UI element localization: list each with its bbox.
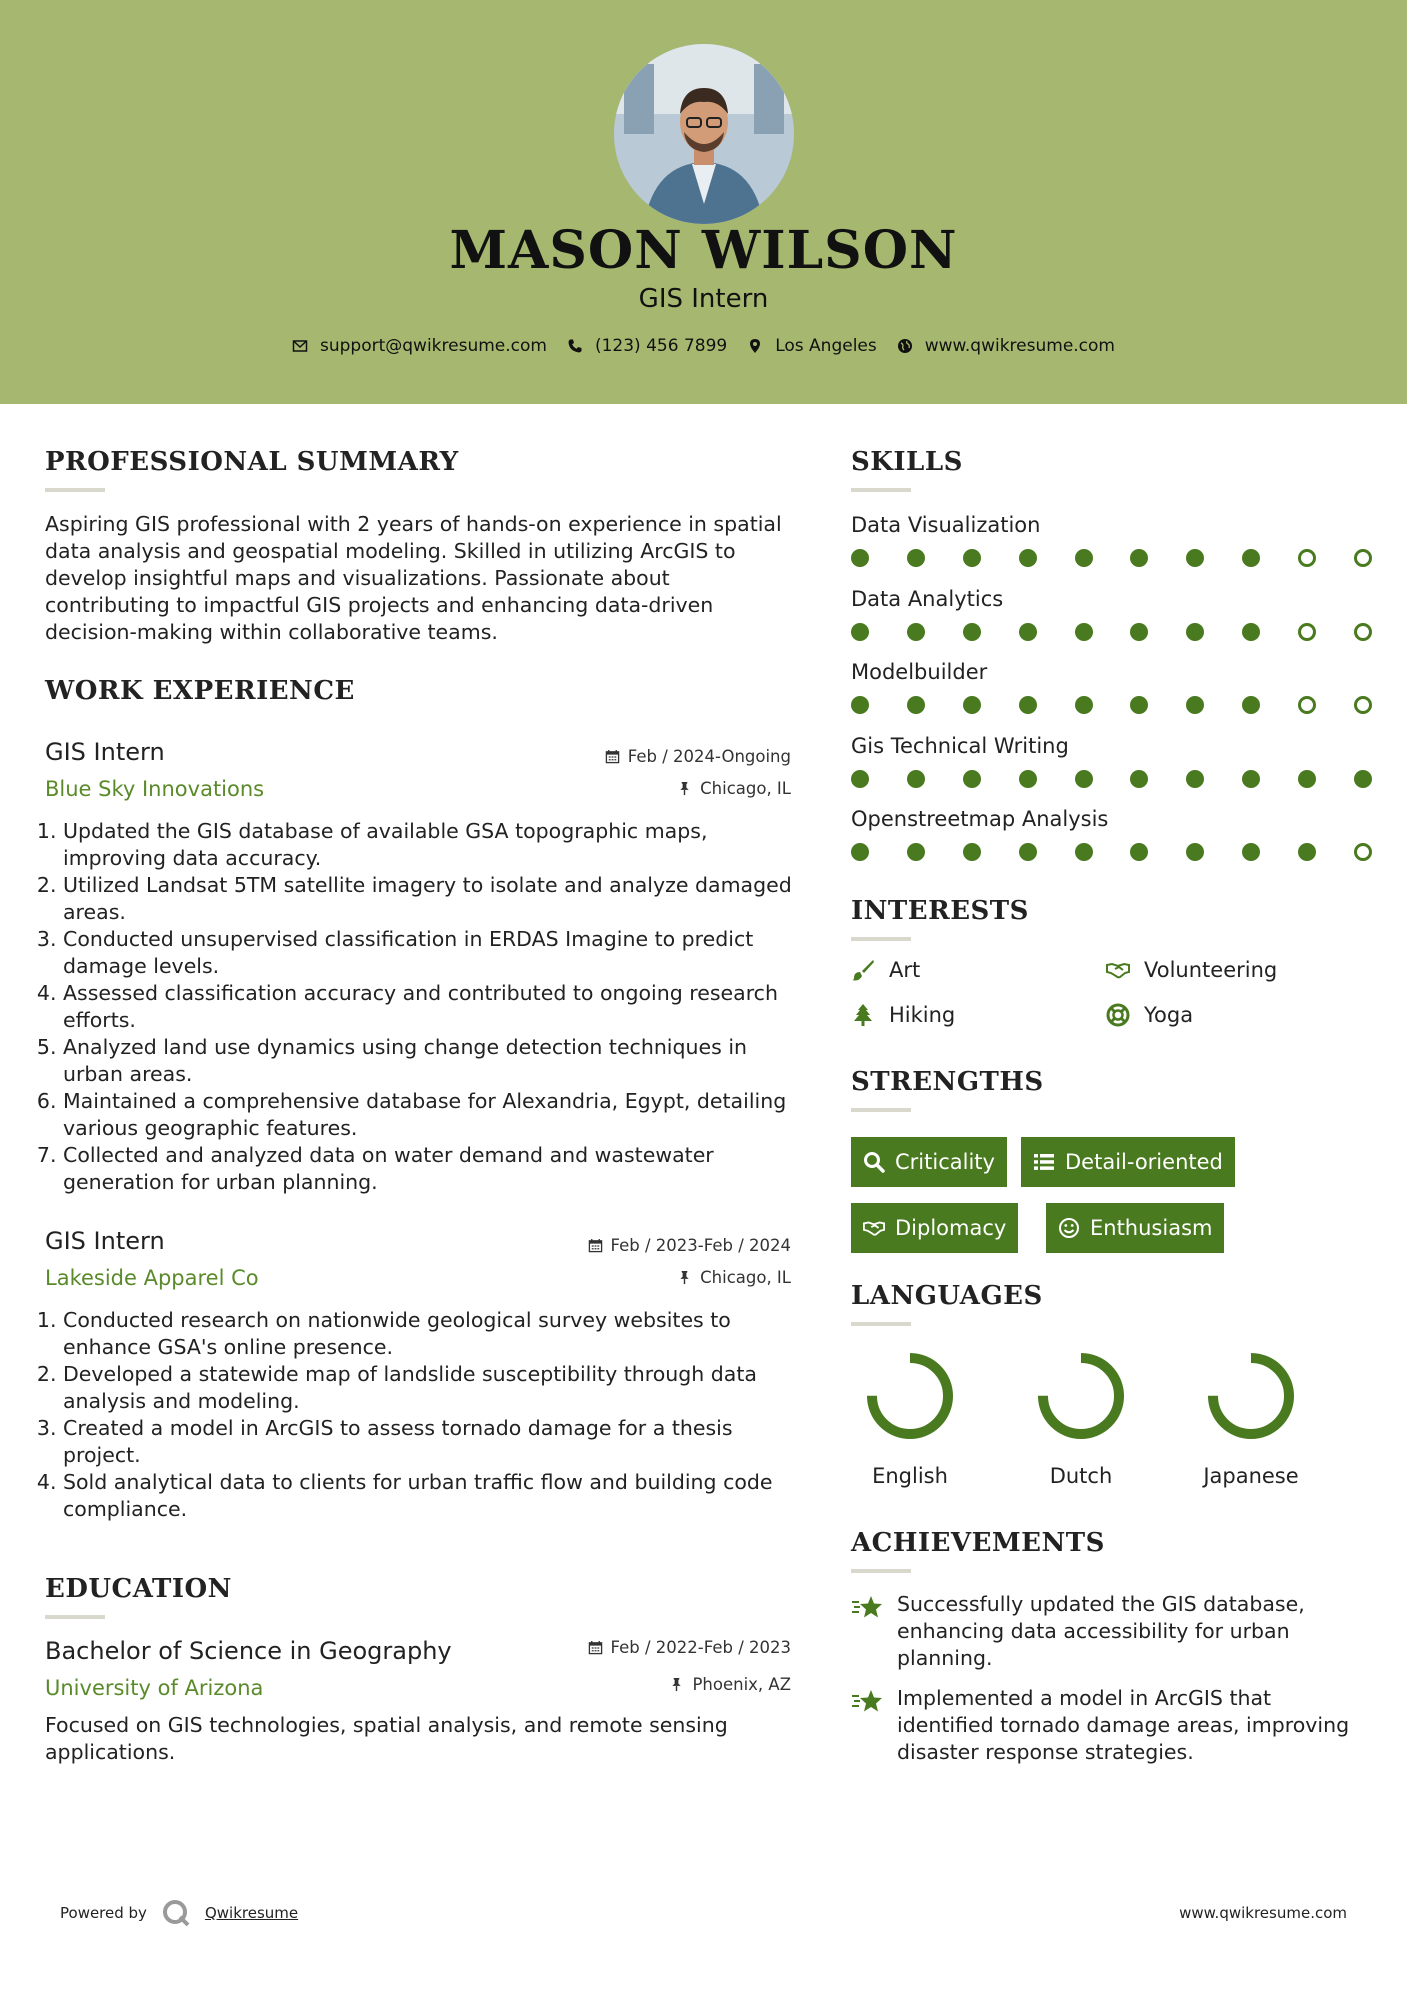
job-location-text: Chicago, IL xyxy=(700,1268,791,1287)
skill-name: Data Visualization xyxy=(851,513,1041,537)
skill-dot-filled xyxy=(1019,549,1037,567)
language-level-arc xyxy=(1213,1358,1289,1434)
language-proficiency-ring xyxy=(864,1350,956,1442)
language-name: English xyxy=(872,1464,948,1488)
contact-email[interactable] xyxy=(292,336,547,356)
strength-label: Enthusiasm xyxy=(1090,1216,1213,1240)
skill-dot-filled xyxy=(907,770,925,788)
interest-label: Art xyxy=(889,958,921,982)
list-item: 7. Collected and analyzed data on water demand and wastewater generation for urban planning. xyxy=(63,1142,813,1196)
job-location-text: Chicago, IL xyxy=(700,779,791,798)
skill-dot-filled xyxy=(907,549,925,567)
skill-dot-filled xyxy=(963,696,981,714)
education-location-text: Phoenix, AZ xyxy=(692,1675,791,1694)
education-rule xyxy=(45,1615,105,1619)
location-text: Los Angeles xyxy=(775,336,877,356)
skill-dot-empty xyxy=(1298,623,1316,641)
skill-dot-filled xyxy=(907,696,925,714)
phone-text: (123) 456 7899 xyxy=(594,336,728,356)
list-item: 3. Conducted unsupervised classification in ERDAS Imagine to predict damage levels. xyxy=(63,926,813,980)
skill-dot-filled xyxy=(1242,696,1260,714)
envelope-icon xyxy=(292,338,308,354)
skill-dot-filled xyxy=(907,843,925,861)
achievements-rule xyxy=(851,1569,911,1573)
skill-dot-filled xyxy=(1242,843,1260,861)
job-title: GIS Intern xyxy=(45,1227,165,1255)
skill-rating xyxy=(851,843,1407,861)
skill-dot-filled xyxy=(1298,770,1316,788)
summary-text: Aspiring GIS professional with 2 years of hands-on experience in spatial data analysis and geospatial modeling. Skilled in utilizing ArcGIS to develop insightful maps and visualizations. Passionate about contributing to impactful GIS projects and enhancing data-driven decision-making within collaborative teams. xyxy=(45,512,782,644)
list-item: 6. Maintained a comprehensive database for Alexandria, Egypt, detailing various geographic features. xyxy=(63,1088,813,1142)
job-location xyxy=(677,779,791,798)
language-item xyxy=(1196,1350,1306,1488)
powered-by-text: Powered by xyxy=(60,1904,147,1922)
candidate-title: GIS Intern xyxy=(638,284,769,314)
interest-label: Hiking xyxy=(889,1003,956,1027)
strength-label: Detail-oriented xyxy=(1065,1150,1223,1174)
language-name: Japanese xyxy=(1203,1464,1299,1488)
skill-dot-filled xyxy=(851,623,869,641)
list-item: 3. Created a model in ArcGIS to assess tornado damage for a thesis project. xyxy=(63,1415,813,1469)
skill-dot-empty xyxy=(1298,696,1316,714)
skill-dot-filled xyxy=(1186,696,1204,714)
skill-dot-filled xyxy=(1130,696,1148,714)
education-location xyxy=(669,1675,791,1694)
skill-dot-filled xyxy=(1354,770,1372,788)
skill-dot-filled xyxy=(1186,549,1204,567)
calendar-icon xyxy=(605,749,620,764)
job-dates-text: Feb / 2023-Feb / 2024 xyxy=(610,1236,791,1255)
contact-bar xyxy=(0,336,1407,356)
list-item: 5. Analyzed land use dynamics using change detection techniques in urban areas. xyxy=(63,1034,813,1088)
phone-icon xyxy=(567,338,583,354)
list-icon xyxy=(1033,1151,1055,1173)
skill-dot-filled xyxy=(851,696,869,714)
skill-name: Data Analytics xyxy=(851,586,1004,611)
interest-label: Volunteering xyxy=(1144,958,1278,982)
contact-location xyxy=(747,336,877,356)
skill-dot-filled xyxy=(1186,623,1204,641)
skill-dot-filled xyxy=(1019,623,1037,641)
header-banner xyxy=(0,0,1407,404)
list-item: 2. Utilized Landsat 5TM satellite imagery to isolate and analyze damaged areas. xyxy=(63,872,813,926)
experience-heading: WORK EXPERIENCE xyxy=(45,676,355,706)
skill-dot-filled xyxy=(1130,549,1148,567)
skill-dot-filled xyxy=(1186,770,1204,788)
tree-icon xyxy=(851,1003,875,1027)
strengths-heading: STRENGTHS xyxy=(851,1067,1044,1097)
skill-name: Modelbuilder xyxy=(851,660,988,684)
strength-label: Diplomacy xyxy=(895,1216,1007,1240)
skill-rating xyxy=(851,549,1407,567)
list-item: 1. Conducted research on nationwide geological survey websites to enhance GSA's online presence. xyxy=(63,1307,813,1361)
school-name: University of Arizona xyxy=(45,1676,264,1700)
skill-dot-filled xyxy=(1019,843,1037,861)
skill-dot-filled xyxy=(963,770,981,788)
profile-photo xyxy=(614,44,794,224)
skill-dot-filled xyxy=(1186,843,1204,861)
footer-site[interactable]: www.qwikresume.com xyxy=(1179,1904,1347,1922)
skill-dot-filled xyxy=(1298,843,1316,861)
skill-dot-filled xyxy=(1242,549,1260,567)
skill-dot-filled xyxy=(1075,843,1093,861)
footer-powered-by xyxy=(60,1898,298,1928)
language-proficiency-ring xyxy=(1205,1350,1297,1442)
education-text: Focused on GIS technologies, spatial analysis, and remote sensing applications. xyxy=(45,1713,728,1764)
skill-dot-filled xyxy=(1130,623,1148,641)
skill-dot-filled xyxy=(1075,696,1093,714)
skill-dot-filled xyxy=(1019,696,1037,714)
degree-title: Bachelor of Science in Geography xyxy=(45,1637,452,1665)
skill-dot-filled xyxy=(851,549,869,567)
skill-dot-filled xyxy=(1242,770,1260,788)
skill-dot-empty xyxy=(1354,843,1372,861)
skill-dot-filled xyxy=(1075,549,1093,567)
job-company: Lakeside Apparel Co xyxy=(45,1266,259,1290)
skills-rule xyxy=(851,488,911,492)
calendar-icon xyxy=(588,1238,603,1253)
job-company: Blue Sky Innovations xyxy=(45,777,265,801)
website-text: www.qwikresume.com xyxy=(924,336,1115,356)
qwikresume-logo-icon xyxy=(161,1898,191,1928)
skill-dot-empty xyxy=(1354,623,1372,641)
interest-item xyxy=(1106,1003,1193,1027)
skill-dot-filled xyxy=(1075,770,1093,788)
search-icon xyxy=(863,1151,885,1173)
interest-item xyxy=(851,958,920,982)
contact-website[interactable] xyxy=(897,336,1115,356)
summary-heading: PROFESSIONAL SUMMARY xyxy=(45,447,459,477)
lifebuoy-icon xyxy=(1106,1003,1130,1027)
paintbrush-icon xyxy=(851,958,875,982)
strength-badge xyxy=(851,1137,1007,1187)
skill-dot-filled xyxy=(907,623,925,641)
languages-rule xyxy=(851,1322,911,1326)
skill-dot-filled xyxy=(851,770,869,788)
job-duties xyxy=(45,1307,813,1523)
job-dates-text: Feb / 2024-Ongoing xyxy=(627,747,791,766)
language-name: Dutch xyxy=(1049,1464,1113,1488)
list-item: 4. Assessed classification accuracy and contributed to ongoing research efforts. xyxy=(63,980,813,1034)
education-dates-text: Feb / 2022-Feb / 2023 xyxy=(610,1638,791,1657)
list-item: 1. Updated the GIS database of available GSA topographic maps, improving data accuracy. xyxy=(63,818,813,872)
skill-dot-filled xyxy=(963,549,981,567)
handshake-icon xyxy=(863,1217,885,1239)
skill-rating xyxy=(851,623,1407,641)
achievement-text: Implemented a model in ArcGIS that identified tornado damage areas, improving disaster response strategies. xyxy=(897,1686,1350,1764)
star-icon xyxy=(851,1687,885,1715)
skill-dot-filled xyxy=(1130,770,1148,788)
strength-badge xyxy=(1021,1137,1235,1187)
strength-badge xyxy=(851,1203,1018,1253)
pushpin-icon xyxy=(677,1270,692,1285)
job-dates xyxy=(605,747,791,766)
job-dates xyxy=(588,1236,791,1255)
skill-dot-filled xyxy=(1019,770,1037,788)
pushpin-icon xyxy=(677,781,692,796)
skill-name: Openstreetmap Analysis xyxy=(851,807,1109,831)
summary-rule xyxy=(45,488,105,492)
list-item: 4. Sold analytical data to clients for urban traffic flow and building code compliance. xyxy=(63,1469,813,1523)
languages-heading: LANGUAGES xyxy=(851,1281,1043,1311)
calendar-icon xyxy=(588,1640,603,1655)
job-duties xyxy=(45,818,813,1196)
interest-item xyxy=(851,1003,955,1027)
achievement-text: Successfully updated the GIS database, enhancing data accessibility for urban planning. xyxy=(897,1592,1305,1670)
qwikresume-link[interactable]: Qwikresume xyxy=(204,1904,299,1922)
achievement-item xyxy=(851,1685,1371,1766)
skills-heading: SKILLS xyxy=(851,447,963,477)
globe-icon xyxy=(897,338,913,354)
skill-dot-empty xyxy=(1354,549,1372,567)
smile-icon xyxy=(1058,1217,1080,1239)
avatar xyxy=(614,44,794,224)
education-heading: EDUCATION xyxy=(45,1574,232,1604)
skill-dot-filled xyxy=(963,843,981,861)
interest-item xyxy=(1106,958,1277,982)
handshake-icon xyxy=(1106,958,1130,982)
job-title: GIS Intern xyxy=(45,738,165,766)
skill-dot-filled xyxy=(1130,843,1148,861)
skill-name: Gis Technical Writing xyxy=(851,733,1069,758)
email-text: support@qwikresume.com xyxy=(320,336,547,356)
interests-rule xyxy=(851,937,911,941)
job-location xyxy=(677,1268,791,1287)
language-proficiency-ring xyxy=(1035,1350,1127,1442)
star-icon xyxy=(851,1593,885,1621)
list-item: 2. Developed a statewide map of landslide susceptibility through data analysis and modeling. xyxy=(63,1361,813,1415)
skill-dot-filled xyxy=(1075,623,1093,641)
language-level-arc xyxy=(1043,1358,1119,1434)
interest-label: Yoga xyxy=(1144,1003,1194,1027)
skill-dot-filled xyxy=(963,623,981,641)
candidate-name: MASON WILSON xyxy=(449,220,958,281)
language-level-arc xyxy=(872,1358,948,1434)
map-pin-icon xyxy=(747,338,763,354)
language-item xyxy=(1026,1350,1136,1488)
strength-badge xyxy=(1046,1203,1224,1253)
skill-dot-filled xyxy=(1242,623,1260,641)
strengths-rule xyxy=(851,1108,911,1112)
skill-rating xyxy=(851,770,1407,788)
contact-phone[interactable] xyxy=(567,336,727,356)
interests-heading: INTERESTS xyxy=(851,896,1029,926)
achievements-heading: ACHIEVEMENTS xyxy=(851,1528,1105,1558)
skill-dot-filled xyxy=(851,843,869,861)
skill-rating xyxy=(851,696,1407,714)
language-item xyxy=(855,1350,965,1488)
achievement-item xyxy=(851,1591,1371,1672)
skill-dot-empty xyxy=(1354,696,1372,714)
strength-label: Criticality xyxy=(895,1150,995,1174)
skill-dot-empty xyxy=(1298,549,1316,567)
pushpin-icon xyxy=(669,1677,684,1692)
education-dates xyxy=(588,1638,791,1657)
